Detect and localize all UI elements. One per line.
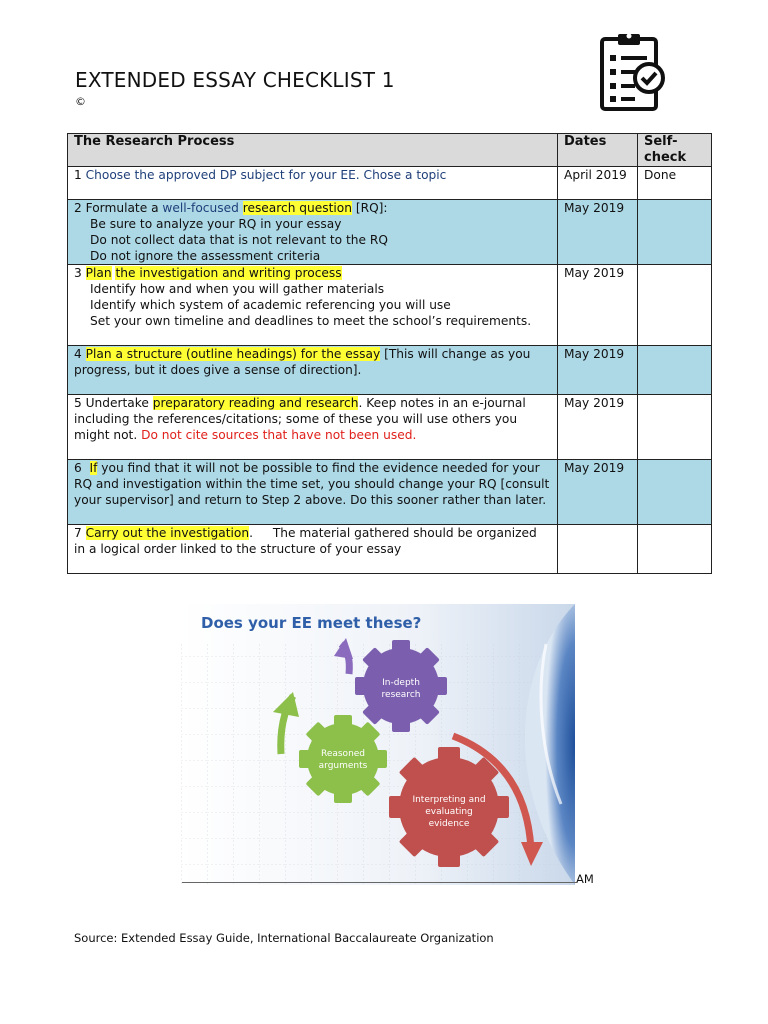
warning-text: Do not cite sources that have not been used. [141,428,417,442]
date-cell: May 2019 [558,200,638,265]
self-check-cell [638,346,712,395]
table-header-row [68,134,712,167]
table-row [68,525,712,574]
svg-text:evaluating: evaluating [425,807,473,817]
self-check-cell: Done [638,167,712,200]
sub-item: Be sure to analyze your RQ in your essay [90,217,342,231]
step-cell: 3 Plan the investigation and writing process Identify how and when you will gather materials Identify which system of academic referencing you will use Set your own timeline and deadlines to meet the school’s requirements. [68,265,558,346]
step-cell: 6 If you find that it will not be possible to find the evidence needed for your RQ and investigation within the time set, you should change your RQ [consult your supervisor] and return to Step 2 above. Do this sooner rather than later. [68,460,558,525]
copyright-symbol: © [75,95,86,108]
svg-text:research: research [381,690,421,700]
header-process: The Research Process [68,134,558,167]
figure-heading: Does your EE meet these? [201,614,422,632]
highlight: research question [242,201,352,215]
ee-criteria-figure [181,604,575,885]
table-row [68,460,712,525]
svg-text:In-depth: In-depth [382,678,420,688]
sub-item: Identify how and when you will gather materials [90,282,385,296]
sub-item: Do not collect data that is not relevant to the RQ [90,233,388,247]
table-row [68,265,712,346]
self-check-cell [638,460,712,525]
table-row [68,346,712,395]
date-cell: May 2019 [558,265,638,346]
highlight: Plan [85,266,112,280]
date-cell: May 2019 [558,346,638,395]
gear-evidence [389,747,509,867]
date-cell: May 2019 [558,395,638,460]
svg-text:arguments: arguments [318,761,368,771]
checklist-table [67,133,712,574]
figure-baseline [182,882,576,883]
step-cell: 2 Formulate a well-focused research question [RQ]: Be sure to analyze your RQ in your essay Do not collect data that is not relevant to the RQ Do not ignore the assessment criteria [68,200,558,265]
self-check-cell [638,525,712,574]
step-cell: 4 Plan a structure (outline headings) for the essay [This will change as you progress, but it does give a sense of direction]. [68,346,558,395]
self-check-cell [638,395,712,460]
source-citation: Source: Extended Essay Guide, International Baccalaureate Organization [74,931,494,945]
highlight: preparatory reading and research [152,396,359,410]
highlight: the investigation and writing process [115,266,342,280]
self-check-cell [638,200,712,265]
figure-trailing-text: AM [576,872,594,886]
highlight: If [89,461,98,475]
header-dates: Dates [558,134,638,167]
svg-text:Reasoned: Reasoned [320,749,366,759]
date-cell: April 2019 [558,167,638,200]
date-cell [558,525,638,574]
self-check-cell [638,265,712,346]
step-cell: 5 Undertake preparatory reading and research. Keep notes in an e-journal including the references/citations; some of these you will use others you might not. Do not cite sources that have not been used. [68,395,558,460]
sub-item: Do not ignore the assessment criteria [90,249,321,263]
svg-text:Interpreting and: Interpreting and [412,795,486,805]
highlight: Plan a structure (outline headings) for the essay [85,347,381,361]
clipboard-check-icon [598,31,668,113]
sub-item: The material gathered should be organized in a logical order linked to the structure of your essay [74,526,537,556]
table-row [68,167,712,200]
step-cell: 7 Carry out the investigation. The material gathered should be organized in a logical order linked to the structure of your essay [68,525,558,574]
header-self-check: Self-check [638,134,712,167]
gear-arguments [299,715,387,803]
step-cell: 1 Choose the approved DP subject for your EE. Chose a topic [68,167,558,200]
sub-item: Identify which system of academic referencing you will use [90,298,451,312]
table-row [68,395,712,460]
svg-text:evidence: evidence [428,819,470,829]
gear-research [355,640,447,732]
date-cell: May 2019 [558,460,638,525]
step-text: Choose the approved DP subject for your EE. Chose a topic [85,168,447,182]
highlight: Carry out the investigation [85,526,250,540]
sub-item: Set your own timeline and deadlines to meet the school’s requirements. [90,314,532,328]
table-row [68,200,712,265]
page-title: EXTENDED ESSAY CHECKLIST 1 [75,68,395,92]
